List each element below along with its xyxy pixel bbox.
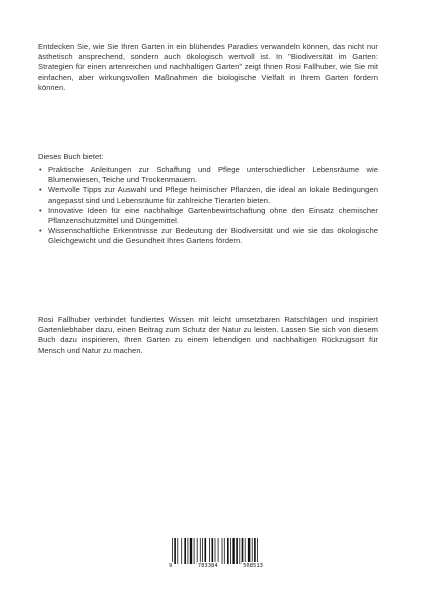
barcode-bar — [215, 538, 216, 564]
barcode-bar — [190, 538, 192, 564]
feature-item: • Wertvolle Tipps zur Auswahl und Pflege heimischer Pflanzen, die ideal an lokale Bedingungen angepasst sind und Lebensräume für zahlreiche Tierarten bieten. — [38, 185, 378, 205]
barcode-bar — [184, 538, 186, 564]
barcode-bars-icon — [168, 538, 264, 564]
barcode-bar — [232, 538, 234, 564]
barcode-bar — [200, 538, 201, 564]
feature-item: • Innovative Ideen für eine nachhaltige Gartenbewirtschaftung ohne den Einsatz chemischer Pflanzenschutzmittel und Düngemittel. — [38, 206, 378, 226]
barcode-bar — [248, 538, 250, 564]
barcode-bar — [194, 538, 195, 564]
feature-list — [38, 165, 378, 247]
barcode-bar — [209, 538, 210, 564]
barcode-bar — [188, 538, 189, 564]
bullets-heading: Dieses Buch bietet: — [38, 152, 104, 161]
barcode-bar — [242, 538, 244, 564]
barcode-bar — [252, 538, 253, 564]
barcode-bar — [230, 538, 231, 564]
barcode-digit-prefix: 9 — [169, 563, 173, 569]
barcode-digits — [168, 562, 264, 570]
barcode-bar — [172, 538, 173, 564]
barcode-bar — [227, 538, 229, 564]
barcode-bar — [254, 538, 256, 564]
description-outro: Rosi Fallhuber verbindet fundiertes Wissen mit leicht umsetzbaren Ratschlägen und inspiriert Gartenliebhaber dazu, einen Beitrag zum Schutz der Natur zu leisten. Lassen Sie sich von diesem Buch dazu inspirieren, Ihren Garten zu einem lebendigen und nachhaltigen Rückzugsort für Mensch und Natur zu machen. — [38, 315, 378, 355]
feature-item: • Wissenschaftliche Erkenntnisse zur Bedeutung der Biodiversität und wie sie das ökologische Gleichgewicht und die Gesundheit Ihres Gartens fördern. — [38, 226, 378, 246]
barcode-bar — [174, 538, 176, 564]
barcode-bar — [205, 538, 207, 564]
barcode-digit-right: 508513 — [243, 563, 263, 569]
barcode-bar — [197, 538, 198, 564]
barcode-bar — [212, 538, 214, 564]
barcode-bar — [177, 538, 178, 564]
barcode-bar — [181, 538, 182, 564]
barcode-digit-left: 783384 — [197, 563, 218, 569]
barcode-bar — [218, 538, 219, 564]
barcode-bar — [224, 538, 225, 564]
barcode-bar — [202, 538, 203, 564]
barcode-bar — [222, 538, 223, 564]
barcode-bar — [236, 538, 238, 564]
description-intro: Entdecken Sie, wie Sie Ihren Garten in ein blühendes Paradies verwandeln können, das nicht nur ästhetisch ansprechend, sondern auch ökologisch wertvoll ist. In "Biodiversität im Garten: Strategien für einen artenreichen und nachhaltigen Garten" zeigt Ihnen Rosi Fallhuber, wie Sie mit einfachen, aber wirkungsvollen Maßnahmen die biologische Vielfalt in Ihrem Garten fördern können. — [38, 42, 378, 92]
barcode-bar — [257, 538, 258, 564]
barcode-bar — [245, 538, 246, 564]
feature-item: • Praktische Anleitungen zur Schaffung und Pflege unterschiedlicher Lebensräume wie Blumenwiesen, Teiche und Trockenmauern. — [38, 165, 378, 185]
isbn-barcode — [168, 538, 264, 570]
barcode-bar — [239, 538, 240, 564]
